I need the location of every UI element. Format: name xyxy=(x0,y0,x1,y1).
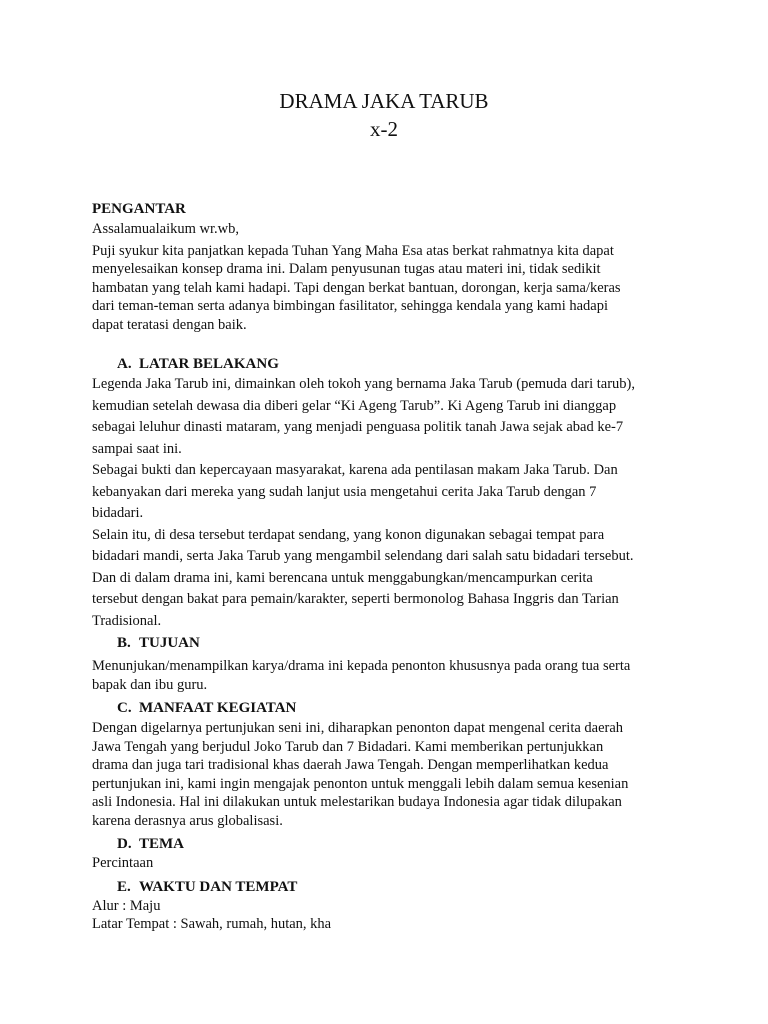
section-number: B. xyxy=(117,635,131,651)
document-subtitle: x-2 xyxy=(370,117,398,141)
text-line: dapat teratasi dengan baik. xyxy=(92,316,247,333)
text-line: bapak dan ibu guru. xyxy=(92,676,208,693)
paragraph-tema xyxy=(92,854,682,873)
section-title: LATAR BELAKANG xyxy=(139,356,279,372)
text-line: Percintaan xyxy=(92,855,154,871)
text-line: Sebagai bukti dan kepercayaan masyarakat, karena ada pentilasan makam Jaka Tarub. Dan xyxy=(92,462,618,478)
text-line: menyelesaikan konsep drama ini. Dalam penyusunan tugas atau materi ini, tidak sedikit xyxy=(92,261,601,277)
heading-latar-belakang xyxy=(92,356,682,373)
text-line: Dan di dalam drama ini, kami berencana untuk menggabungkan/mencampurkan cerita xyxy=(92,569,593,586)
text-line: Puji syukur kita panjatkan kepada Tuhan Yang Maha Esa atas berkat rahmatnya kita dapat xyxy=(92,242,614,259)
section-number: E. xyxy=(117,878,131,895)
text-line: sampai saat ini. xyxy=(92,440,182,457)
paragraph-latar-belakang xyxy=(92,374,682,632)
section-title: TUJUAN xyxy=(139,635,200,651)
paragraph-waktu-dan-tempat xyxy=(92,897,682,934)
document-body xyxy=(92,201,682,934)
text-line: tersebut dengan bakat para pemain/karakter, seperti bermonolog Bahasa Inggris dan Tarian xyxy=(92,591,619,607)
text-line: bidadari. xyxy=(92,505,144,521)
text-line: hambatan yang telah kami hadapi. Tapi dengan berkat bantuan, dorongan, kerja sama/keras xyxy=(92,279,621,296)
paragraph-pengantar xyxy=(92,242,682,335)
text-line: asli Indonesia. Hal ini dilakukan untuk melestarikan budaya Indonesia agar tidak dilupakan xyxy=(92,794,622,810)
section-title: WAKTU DAN TEMPAT xyxy=(139,878,298,895)
text-line: Latar Tempat : Sawah, rumah, hutan, kha xyxy=(92,916,332,932)
section-number: C. xyxy=(117,700,132,716)
text-line: Alur : Maju xyxy=(92,897,161,914)
text-line: sebagai leluhur dinasti mataram, yang menjadi penguasa politik tanah Jawa sejak abad ke-7 xyxy=(92,419,624,435)
heading-tujuan xyxy=(92,635,682,652)
text-line: Menunjukan/menampilkan karya/drama ini kepada penonton khususnya pada orang tua serta xyxy=(92,658,631,674)
title-block xyxy=(0,88,768,142)
paragraph-tujuan xyxy=(92,657,682,694)
heading-waktu-dan-tempat xyxy=(92,879,682,896)
section-title: MANFAAT KEGIATAN xyxy=(139,700,297,716)
text-line: bidadari mandi, serta Jaka Tarub yang mengambil selendang dari salah satu bidadari tersebut. xyxy=(92,548,634,564)
heading-manfaat-kegiatan xyxy=(92,700,682,717)
text-line: pertunjukan ini, kami ingin mengajak penonton untuk menggali lebih dalam semua kesenian xyxy=(92,775,629,792)
section-number: A. xyxy=(117,356,132,372)
text-line: Jawa Tengah yang berjudul Joko Tarub dan 7 Bidadari. Kami memberikan pertunjukkan xyxy=(92,738,604,755)
heading-pengantar: PENGANTAR xyxy=(92,201,186,217)
section-title: TEMA xyxy=(139,836,184,852)
text-line: Selain itu, di desa tersebut terdapat sendang, yang konon digunakan sebagai tempat para xyxy=(92,526,605,543)
text-line: Legenda Jaka Tarub ini, dimainkan oleh tokoh yang bernama Jaka Tarub (pemuda dari tarub), xyxy=(92,376,636,392)
paragraph-manfaat-kegiatan xyxy=(92,719,682,830)
document-title: DRAMA JAKA TARUB xyxy=(279,89,489,113)
section-number: D. xyxy=(117,836,132,852)
salam-line: Assalamualaikum wr.wb, xyxy=(92,221,239,237)
text-line: drama dan juga tari tradisional khas daerah Jawa Tengah. Dengan memperlihatkan kedua xyxy=(92,757,609,773)
heading-tema xyxy=(92,836,682,853)
text-line: karena derasnya arus globalisasi. xyxy=(92,812,283,829)
text-line: dari teman-teman serta adanya bimbingan fasilitator, sehingga kendala yang kami hadapi xyxy=(92,298,608,314)
text-line: kemudian setelah dewasa dia diberi gelar “Ki Ageng Tarub”. Ki Ageng Tarub ini dianggap xyxy=(92,397,617,414)
text-line: kebanyakan dari mereka yang sudah lanjut usia mengetahui cerita Jaka Tarub dengan 7 xyxy=(92,483,597,500)
text-line: Dengan digelarnya pertunjukan seni ini, diharapkan penonton dapat mengenal cerita daerah xyxy=(92,720,624,736)
text-line: Tradisional. xyxy=(92,612,162,629)
